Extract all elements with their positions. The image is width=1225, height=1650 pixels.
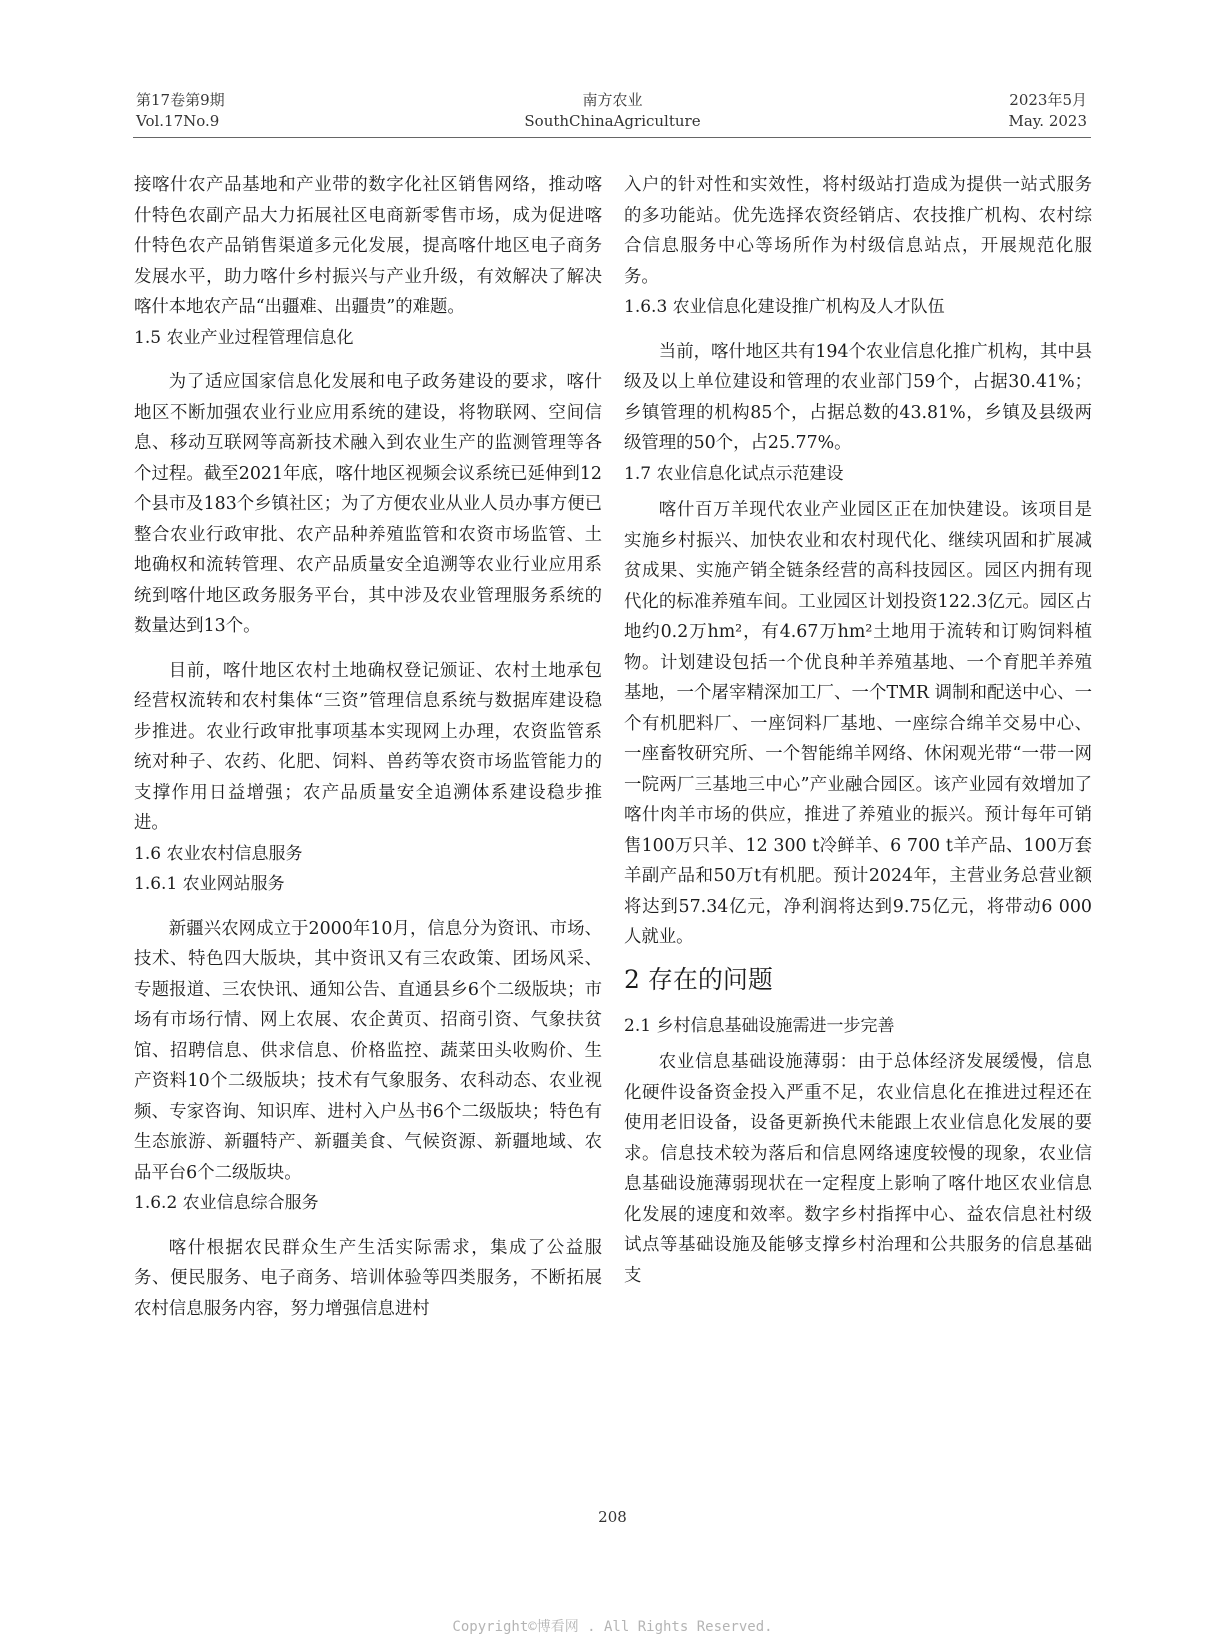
paragraph: 喀什根据农民群众生产生活实际需求，集成了公益服务、便民服务、电子商务、培训体验等四类服务，不断拓展农村信息服务内容，努力增强信息进村: [134, 1237, 602, 1319]
paragraph: 入户的针对性和实效性，将村级站打造成为提供一站式服务的多功能站。优先选择农资经销店、农技推广机构、农村综合信息服务中心等场所作为村级信息站点，开展规范化服务。: [624, 175, 1092, 287]
header-rule: [133, 137, 1091, 138]
section-heading-1-6: 1.6 农业农村信息服务: [134, 843, 303, 864]
page-number: 208: [598, 1508, 627, 1526]
left-column: [134, 170, 602, 1324]
header-journal: [420, 90, 805, 132]
paragraph: 接喀什农产品基地和产业带的数字化社区销售网络，推动喀什特色农副产品大力拓展社区电商新零售市场，成为促进喀什特色农产品销售渠道多元化发展，提高喀什地区电子商务发展水平，助力喀什乡村振兴与产业升级，有效解决了解决喀什本地农产品“出疆难、出疆贵”的难题。: [134, 175, 602, 317]
paragraph: 当前，喀什地区共有194个农业信息化推广机构，其中县级及以上单位建设和管理的农业部门59个，占据30.41%；乡镇管理的机构85个，占据总数的43.81%，乡镇及县级两级管理的50个，占25.77%。: [624, 341, 1092, 453]
volume-cn: 第17卷第9期: [136, 91, 225, 109]
date-en: May. 2023: [1008, 112, 1087, 130]
paragraph: 农业信息基础设施薄弱：由于总体经济发展缓慢，信息化硬件设备资金投入严重不足，农业信息化在推进过程还在使用老旧设备，设备更新换代未能跟上农业信息化发展的要求。信息技术较为落后和信息网络速度较慢的现象，农业信息基础设施薄弱现状在一定程度上影响了喀什地区农业信息化发展的速度和效率。数字乡村指挥中心、益农信息社村级试点等基础设施及能够支撑乡村治理和公共服务的信息基础支: [624, 1052, 1092, 1286]
journal-name-cn: 南方农业: [582, 91, 643, 109]
chapter-heading-2: 2 存在的问题: [624, 964, 773, 994]
paragraph: 喀什百万羊现代农业产业园区正在加快建设。该项目是实施乡村振兴、加快农业和农村现代化、继续巩固和扩展减贫成果、实施产销全链条经营的高科技园区。园区内拥有现代化的标准养殖车间。工业园区计划投资122.3亿元。园区占地约0.2万hm²，有4.67万hm²土地用于流转和订购饲料植物。计划建设包括一个优良种羊养殖基地、一个育肥羊养殖基地，一个屠宰精深加工厂、一个TMR 调制和配送中心、一个有机肥料厂、一座饲料厂基地、一座综合绵羊交易中心、一座畜牧研究所、一个智能绵羊网络、休闲观光带“一带一网一院两厂三基地三中心”产业融合园区。该产业园有效增加了喀什肉羊市场的供应，推进了养殖业的振兴。预计每年可销售100万只羊、12 300 t冷鲜羊、6 700 t羊产品、100万套羊副产品和50万t有机肥。预计2024年，主营业务总营业额将达到57.34亿元，净利润将达到9.75亿元，将带动6 000人就业。: [624, 500, 1092, 947]
section-heading-2-1: 2.1 乡村信息基础设施需进一步完善: [624, 1015, 895, 1036]
paragraph: 新疆兴农网成立于2000年10月，信息分为资讯、市场、技术、特色四大版块，其中资讯又有三农政策、团场风采、专题报道、三农快讯、通知公告、直通县乡6个二级版块；市场有市场行情、网上农展、农企黄页、招商引资、气象扶贫馆、招聘信息、供求信息、价格监控、蔬菜田头收购价、生产资料10个二级版块；技术有气象服务、农科动态、农业视频、专家咨询、知识库、进村入户丛书6个二级版块；特色有生态旅游、新疆特产、新疆美食、气候资源、新疆地域、农品平台6个二级版块。: [134, 918, 602, 1183]
volume-en: Vol.17No.9: [136, 112, 220, 130]
section-heading-1-6-3: 1.6.3 农业信息化建设推广机构及人才队伍: [624, 297, 945, 317]
paragraph: 目前，喀什地区农村土地确权登记颁证、农村土地承包经营权流转和农村集体“三资”管理信息系统与数据库建设稳步推进。农业行政审批事项基本实现网上办理，农资监管系统对种子、农药、化肥、饲料、兽药等农资市场监管能力的支撑作用日益增强；农产品质量安全追溯体系建设稳步推进。: [134, 660, 602, 833]
paragraph: 为了适应国家信息化发展和电子政务建设的要求，喀什地区不断加强农业行业应用系统的建设，将物联网、空间信息、移动互联网等高新技术融入到农业生产的监测管理等各个过程。截至2021年底，喀什地区视频会议系统已延伸到12个县市及183个乡镇社区；为了方便农业从业人员办事方便已整合农业行政审批、农产品种养殖监管和农资市场监管、土地确权和流转管理、农产品质量安全追溯等农业行业应用系统到喀什地区政务服务平台，其中涉及农业管理服务系统的数量达到13个。: [134, 372, 602, 636]
section-heading-1-6-1: 1.6.1 农业网站服务: [134, 874, 285, 894]
section-heading-1-7: 1.7 农业信息化试点示范建设: [624, 463, 844, 484]
copyright-notice: Copyright©博看网 . All Rights Reserved.: [452, 1619, 773, 1635]
header-volume: [136, 90, 225, 132]
date-cn: 2023年5月: [1009, 91, 1087, 109]
journal-name-en: SouthChinaAgriculture: [524, 112, 701, 130]
header-date: [1009, 90, 1088, 132]
section-heading-1-5: 1.5 农业产业过程管理信息化: [134, 327, 354, 348]
section-heading-1-6-2: 1.6.2 农业信息综合服务: [134, 1193, 319, 1213]
right-column: [624, 170, 1092, 1291]
